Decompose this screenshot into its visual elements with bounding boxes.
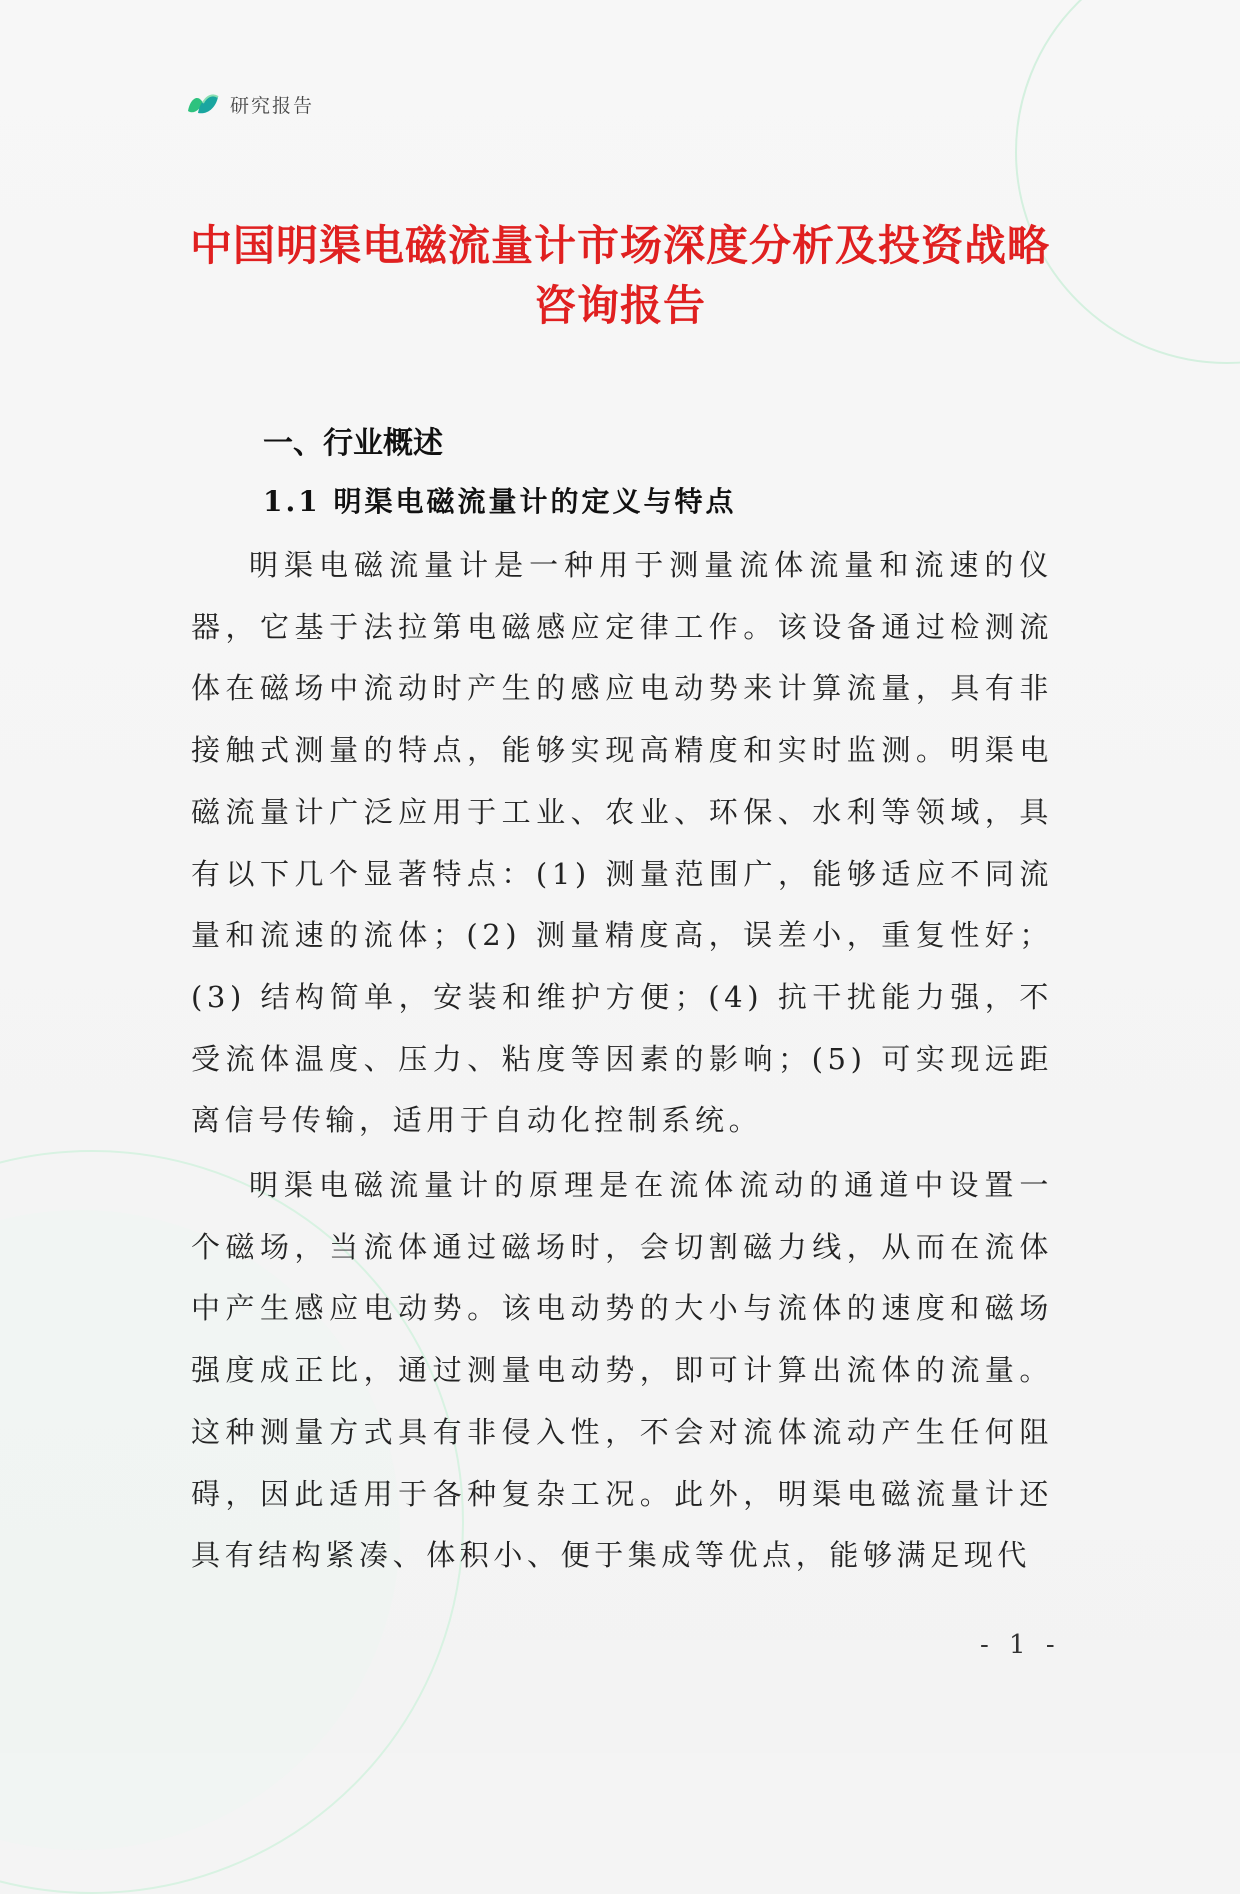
body-paragraph-principle: 明渠电磁流量计的原理是在流体流动的通道中设置一个磁场，当流体通过磁场时，会切割磁力线，从而在流体中产生感应电动势。该电动势的大小与流体的速度和磁场强度成正比，通过测量电动势，即可计算出流体的流量。这种测量方式具有非侵入性，不会对流体流动产生任何阻碍，因此适用于各种复杂工况。此外，明渠电磁流量计还具有结构紧凑、体积小、便于集成等优点，能够满足现代	[191, 1168, 1053, 1573]
header-label: 研究报告	[230, 94, 315, 117]
leaf-logo-icon	[186, 89, 220, 119]
page-number: - 1 -	[980, 1630, 1061, 1660]
subsection-heading: 1.1 明渠电磁流量计的定义与特点	[263, 485, 737, 518]
body-paragraph-definition: 明渠电磁流量计是一种用于测量流体流量和流速的仪器，它基于法拉第电磁感应定律工作。该设备通过检测流体在磁场中流动时产生的感应电动势来计算流量，具有非接触式测量的特点，能够实现高精度和实时监测。明渠电磁流量计广泛应用于工业、农业、环保、水利等领域，具有以下几个显著特点：(1) 测量范围广，能够适应不同流量和流速的流体；(2) 测量精度高，误差小，重复性好；(3) 结构简单，安装和维护方便；(4) 抗干扰能力强，不受流体温度、压力、粘度等因素的影响；(5) 可实现远距离信号传输，适用于自动化控制系统。	[191, 548, 1053, 1138]
report-title: 中国明渠电磁流量计市场深度分析及投资战略咨询报告	[189, 221, 1050, 330]
section-heading: 一、行业概述	[263, 426, 443, 461]
report-header	[186, 88, 314, 120]
